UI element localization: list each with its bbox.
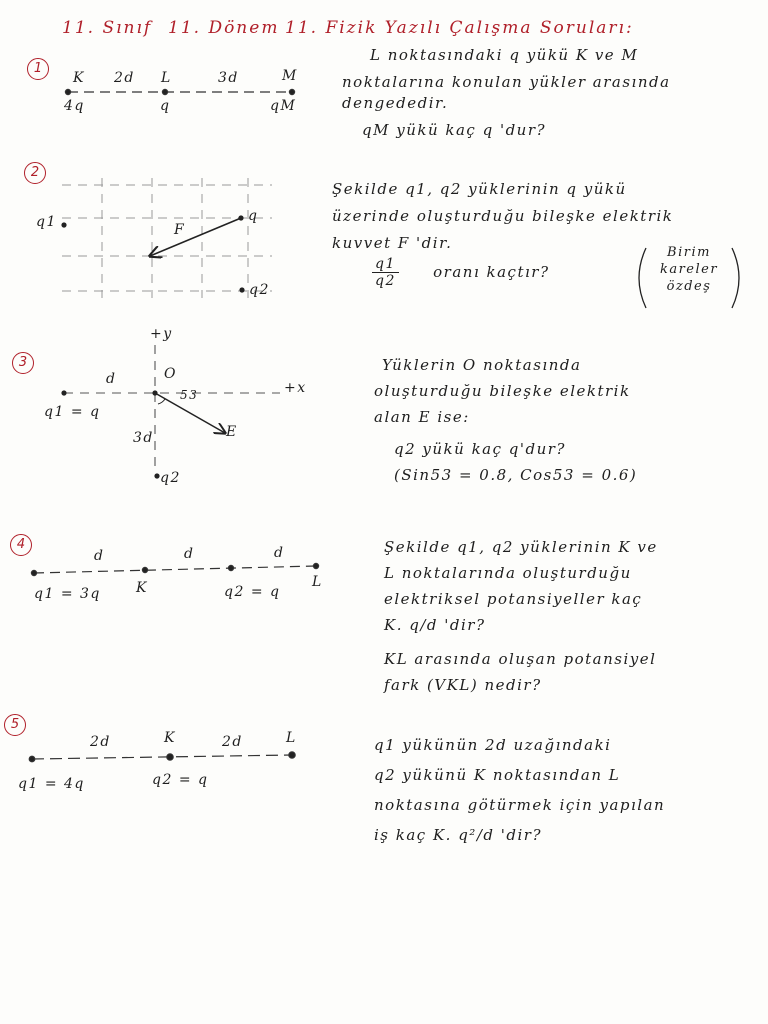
q5-label-k: K [164,730,176,746]
header-class: 11. Sınıf [62,18,153,38]
q1-charge-l [162,89,167,94]
q1-label-k: K [73,70,85,86]
q3-label-plus-y: +y [150,326,173,342]
q4-label-d2: d [184,546,195,562]
q4-charge-q1 [31,570,36,575]
q5-label-l: L [286,730,297,746]
q2-label-q1: q1 [36,214,57,230]
q5-point-k [167,754,173,760]
q4-label-k: K [136,580,148,596]
q3-label-o: O [164,366,177,382]
q5-label-2d-b: 2d [222,734,243,750]
q1-label-q: q [160,98,171,114]
q4-label-d3: d [274,545,285,561]
q1-label-3d: 3d [218,70,239,86]
q1-label-2d: 2d [114,70,135,86]
question-1-text: L noktasındaki q yükü K ve M noktalarına konulan yükler arasında dengededir. qM yükü kaç q 'dur? [342,46,671,139]
q5-diagram [29,752,295,762]
q3-charge-q1 [61,390,66,395]
question-3-text: Yüklerin O noktasında oluşturduğu bileşke elektrik alan E ise: q2 yükü kaç q'dur? (Sin53 = 0.8, Cos53 = 0.6) [374,356,638,484]
q2-force-arrow [150,218,241,256]
q3-label-q2: q2 [160,470,181,486]
q1-label-l: L [161,70,172,86]
question-5-number: 5 [4,714,26,736]
q5-label-q2: q2 = q [152,772,209,788]
q4-point-l [313,563,318,568]
q4-label-q1: q1 = 3q [34,586,101,602]
q1-label-m: M [282,68,298,84]
question-2-number: 2 [24,162,46,184]
q3-label-q1: q1 = q [44,404,101,420]
q4-charge-q2 [228,565,233,570]
q4-label-q2: q2 = q [224,584,281,600]
q5-point-l [289,752,295,758]
question-5-text: q1 yükünün 2d uzağındaki q2 yükünü K noktasından L noktasına götürmek için yapılan iş kaç K. q²/d 'dir? [374,736,666,844]
question-4-text: Şekilde q1, q2 yüklerinin K ve L noktalarında oluşturduğu elektriksel potansiyeller kaç K. q/d 'dir? KL arasında oluşan potansiyel fark (VKL) nedir? [384,538,658,694]
q3-label-3d: 3d [133,430,154,446]
question-4-number: 4 [10,534,32,556]
q2-grid [62,178,272,298]
q1-label-4q: 4q [64,98,85,114]
q1-label-qm: qM [270,98,297,114]
q3-label-d: d [106,371,117,387]
q3-label-angle: 53 [180,388,199,402]
q5-label-2d-a: 2d [90,734,111,750]
header-subject: 11. Fizik Yazılı Çalışma Soruları: [285,18,634,38]
q2-label-q2: q2 [249,282,270,298]
question-1-number: 1 [27,58,49,80]
q1-diagram [65,89,294,94]
question-3-number: 3 [12,352,34,374]
q2-charge-q1 [61,222,66,227]
q4-point-k [142,567,147,572]
q1-charge-m [289,89,294,94]
q4-label-l: L [312,574,323,590]
q4-diagram [31,563,318,575]
q2-label-q: q [248,208,259,224]
q5-label-q1: q1 = 4q [18,776,85,792]
q2-note-parens [634,244,744,314]
q3-label-plus-x: +x [284,380,307,396]
q4-label-d1: d [94,548,105,564]
q2-note: Birim kareler özdeş [634,244,744,295]
question-2-text: Şekilde q1, q2 yüklerinin q yükü üzerinde oluşturduğu bileşke elektrik kuvvet F 'dir. [332,180,674,252]
q1-charge-k [65,89,70,94]
q3-label-e: E [226,424,238,440]
q3-charge-q2 [154,473,159,478]
header-term: 11. Dönem [168,18,280,38]
q2-charge-q2 [239,287,244,292]
q2-label-f: F [174,222,186,238]
q5-charge-q1 [29,756,35,762]
q2-ratio: $\frac{q1}{q2}$ oranı kaçtır? [366,256,550,289]
q3-angle-arc [158,399,165,404]
